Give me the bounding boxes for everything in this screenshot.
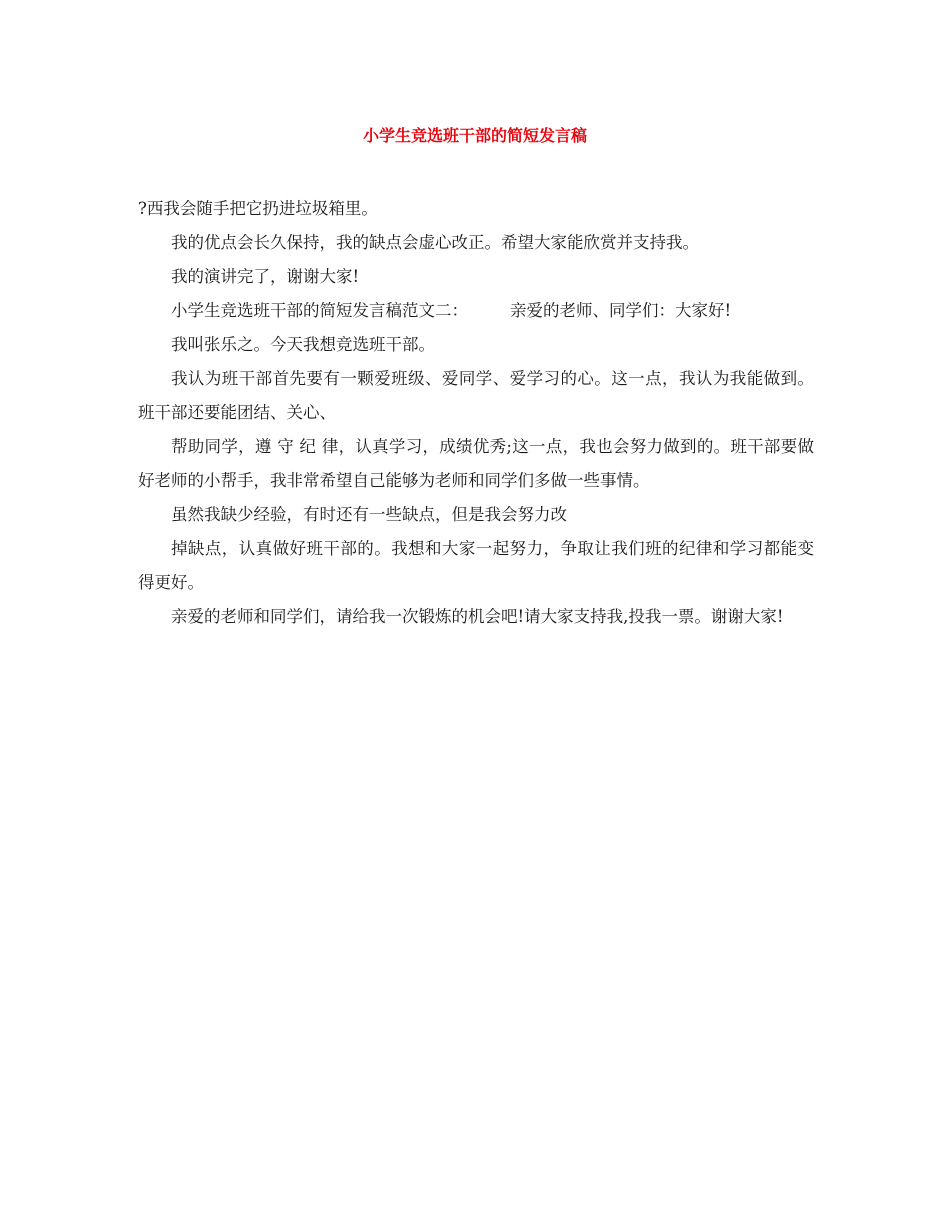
paragraph-3: 我的演讲完了，谢谢大家!	[171, 267, 360, 286]
paragraph-5: 我叫张乐之。今天我想竞选班干部。	[171, 335, 435, 354]
document-body	[138, 192, 814, 634]
paragraph-10: 亲爱的老师和同学们，请给我一次锻炼的机会吧!请大家支持我,投我一票。谢谢大家!	[171, 607, 784, 626]
paragraph-4: 小学生竞选班干部的简短发言稿范文二： 亲爱的老师、同学们：大家好!	[171, 301, 732, 320]
paragraph-8: 虽然我缺少经验，有时还有一些缺点，但是我会努力改	[171, 505, 567, 524]
paragraph-1: ?西我会随手把它扔进垃圾箱里。	[138, 199, 378, 218]
paragraph-7: 帮助同学，遵 守 纪 律，认真学习，成绩优秀;这一点，我也会努力做到的。班干部要做好老师的小帮手，我非常希望自己能够为老师和同学们多做一些事情。	[138, 437, 814, 490]
paragraph-6: 我认为班干部首先要有一颗爱班级、爱同学、爱学习的心。这一点，我认为我能做到。班干部还要能团结、关心、	[138, 369, 814, 422]
document-title: 小学生竞选班干部的简短发言稿	[362, 126, 587, 145]
paragraph-9: 掉缺点，认真做好班干部的。我想和大家一起努力，争取让我们班的纪律和学习都能变得更好。	[138, 539, 814, 592]
paragraph-2: 我的优点会长久保持，我的缺点会虚心改正。希望大家能欣赏并支持我。	[171, 233, 699, 252]
